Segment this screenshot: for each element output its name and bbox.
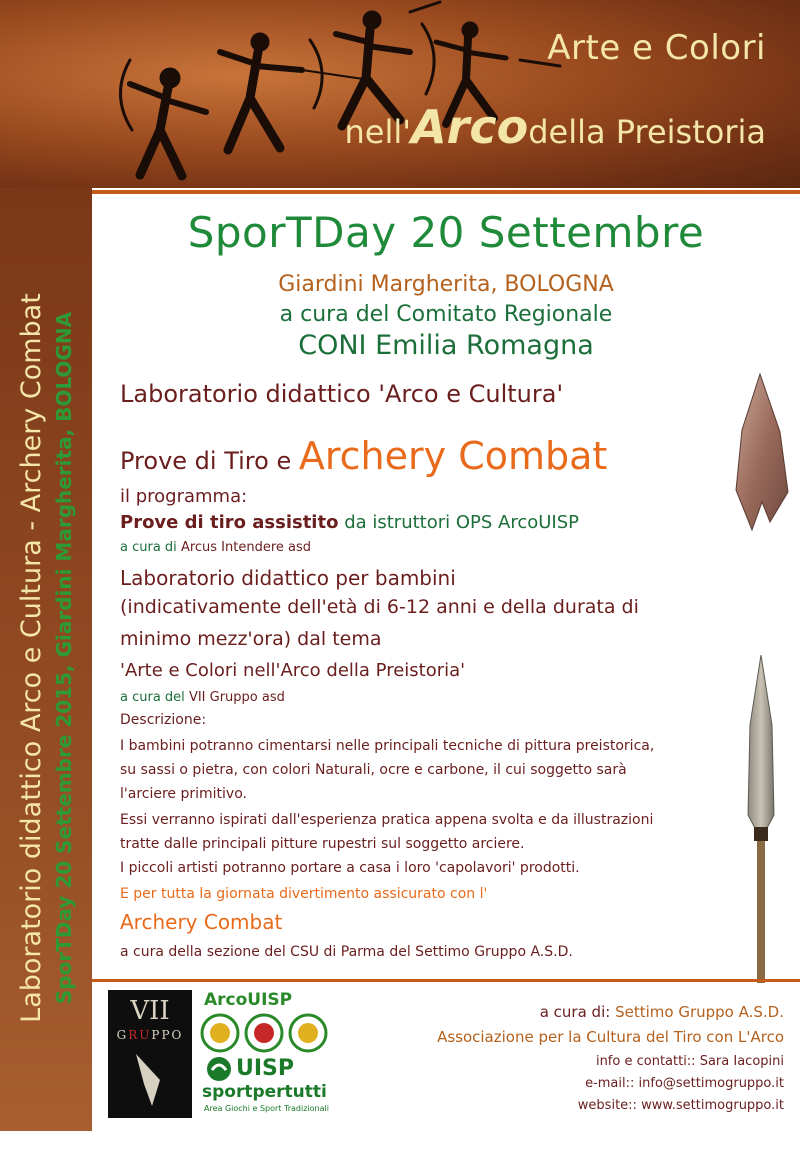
footer-cura-pre: a cura di:	[539, 1003, 611, 1021]
flint-arrowhead-image	[732, 372, 792, 532]
footer-info	[596, 1054, 784, 1069]
organizer-name: CONI Emilia Romagna	[298, 330, 594, 361]
archery-combat-heading: Archery Combat	[298, 434, 608, 478]
arcouisp-logo-text: ArcoUISP	[204, 990, 293, 1010]
item2-title: Laboratorio didattico per bambini	[120, 566, 456, 590]
banner-title-line1: Arte e Colori	[547, 28, 766, 68]
prove-pre: Prove di Tiro e	[120, 447, 292, 475]
footer-divider	[92, 979, 800, 982]
vii-logo-gruppo	[108, 1028, 192, 1042]
organizer-line: a cura del Comitato Regionale	[279, 302, 613, 327]
desc-line: I bambini potranno cimentarsi nelle principali tecniche di pittura preistorica,	[120, 738, 655, 754]
header-banner	[0, 0, 800, 188]
gruppo-ppo: PPO	[151, 1028, 184, 1042]
area-giochi-text: Area Giochi e Sport Tradizionali	[204, 1104, 329, 1113]
vii-logo-arrowhead-icon	[130, 1050, 170, 1110]
footer-website-link[interactable]: www.settimogruppo.it	[641, 1098, 784, 1113]
item1-rest: da istruttori OPS ArcoUISP	[344, 512, 580, 533]
item2-line2: minimo mezz'ora) dal tema	[120, 628, 382, 650]
gruppo-ru: RU	[128, 1028, 152, 1042]
tutta-giornata-line: E per tutta la giornata divertimento assicurato con l'	[120, 886, 488, 902]
program-item-1	[120, 512, 720, 533]
uisp-mark-icon	[204, 1056, 234, 1082]
item2-tema: 'Arte e Colori nell'Arco della Preistoria'	[120, 660, 466, 681]
archery-combat-line: Archery Combat	[120, 910, 283, 934]
footer-email-link[interactable]: info@settimogruppo.it	[638, 1076, 784, 1091]
prove-heading	[120, 434, 607, 478]
desc-line: Essi verranno ispirati dall'esperienza pratica appena svolta e da illustrazioni	[120, 812, 654, 828]
desc-line: I piccoli artisti potranno portare a casa i loro 'capolavori' prodotti.	[120, 860, 580, 876]
desc-title: Descrizione:	[120, 712, 207, 728]
item1-cura-name: Arcus Intendere asd	[180, 540, 312, 555]
program-title: il programma:	[120, 486, 248, 507]
banner-title-nell: nell'	[344, 113, 412, 151]
item1-bold: Prove di tiro assistito	[120, 512, 339, 533]
item2-cura	[120, 690, 720, 705]
desc-line: tratte dalle principali pitture rupestri sul soggetto arciere.	[120, 836, 525, 852]
arcouisp-badges-icon	[198, 1012, 330, 1054]
item2-cura-name: VII Gruppo asd	[188, 690, 285, 705]
spear-arrowhead-image	[738, 655, 784, 985]
laboratorio-heading: Laboratorio didattico 'Arco e Cultura'	[120, 380, 564, 408]
event-headline: SporTDay 20 Settembre	[187, 208, 705, 257]
item1-cura-pre: a cura di	[120, 540, 177, 555]
gruppo-g: G	[116, 1028, 129, 1042]
footer-info-name: Sara Iacopini	[699, 1054, 784, 1069]
uisp-logo-text: UISP	[236, 1056, 295, 1081]
item1-cura	[120, 540, 720, 555]
banner-title-arco: Arco	[411, 100, 529, 154]
desc-line: l'arciere primitivo.	[120, 786, 247, 802]
vii-gruppo-logo	[108, 990, 192, 1118]
footer-info-pre: info e contatti::	[595, 1054, 696, 1069]
side-title: Laboratorio didattico Arco e Cultura - Archery Combat	[16, 293, 47, 1023]
banner-title-line2	[345, 100, 766, 154]
main-content	[92, 194, 800, 979]
footer-cura	[540, 1003, 784, 1021]
item2-line1: (indicativamente dell'età di 6-12 anni e della durata di	[120, 596, 639, 618]
desc-line: su sassi o pietra, con colori Naturali, ocre e carbone, il cui soggetto sarà	[120, 762, 627, 778]
cave-painting-archers-image	[110, 0, 570, 188]
footer-associazione: Associazione per la Cultura del Tiro con L'Arco	[437, 1028, 784, 1046]
side-subtitle: SporTDay 20 Settembre 2015, Giardini Margherita, BOLOGNA	[52, 311, 76, 1005]
combat-cura-line: a cura della sezione del CSU di Parma del Settimo Gruppo A.S.D.	[120, 944, 573, 960]
event-location: Giardini Margherita, BOLOGNA	[278, 272, 614, 297]
sportpertutti-logo-text: sportpertutti	[202, 1082, 327, 1102]
footer-cura-name: Settimo Gruppo A.S.D.	[615, 1003, 784, 1021]
footer-email-pre: e-mail::	[585, 1076, 635, 1091]
footer-email	[585, 1076, 784, 1091]
banner-title-preistoria: della Preistoria	[528, 113, 766, 151]
footer-website-pre: website::	[577, 1098, 637, 1113]
vii-logo-number: VII	[130, 996, 170, 1026]
footer-website	[578, 1098, 784, 1113]
item2-cura-pre: a cura del	[120, 690, 185, 705]
